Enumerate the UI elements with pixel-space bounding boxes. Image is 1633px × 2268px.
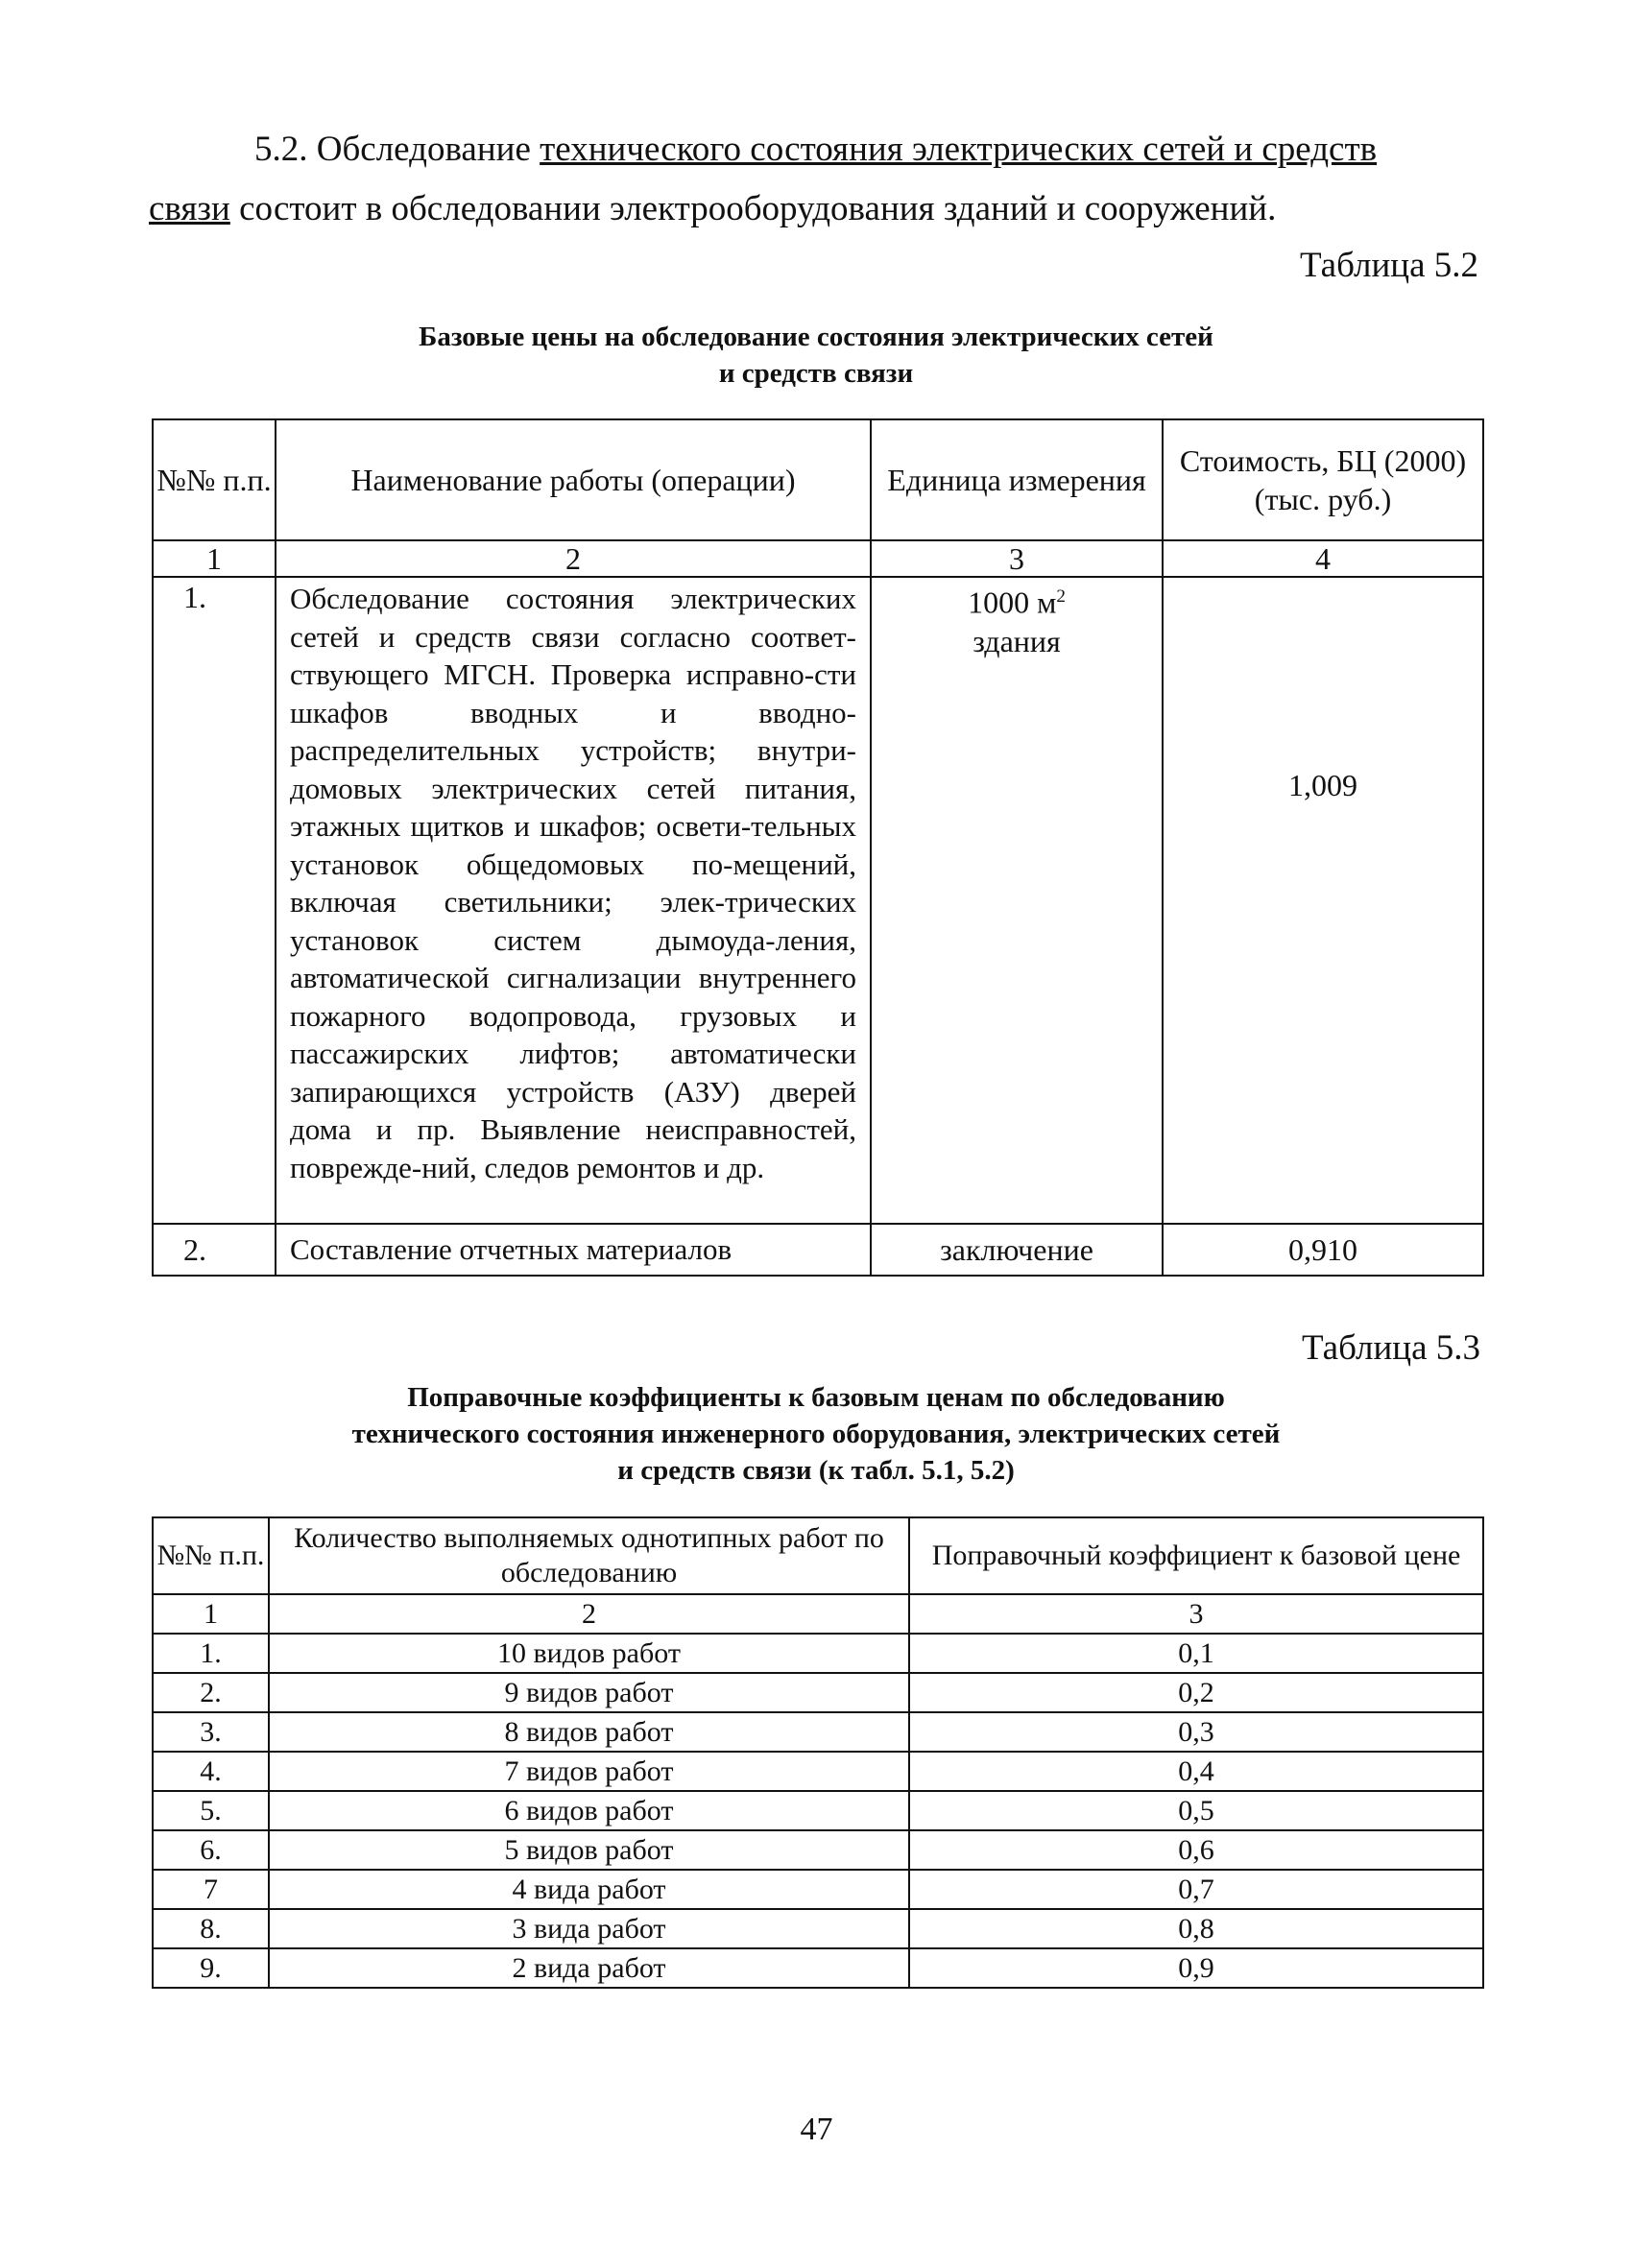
caption-line: Поправочные коэффициенты к базовым ценам по обследованию xyxy=(407,1382,1225,1413)
intro-text-end: состоит в обследовании электрооборудования зданий и сооружений. xyxy=(239,189,1277,228)
column-number: 1 xyxy=(153,1594,269,1634)
row-count: 4 вида работ xyxy=(269,1870,909,1909)
table-row xyxy=(153,1791,1483,1830)
row-coefficient: 0,3 xyxy=(909,1712,1483,1752)
row-number: 3. xyxy=(153,1712,269,1752)
row-unit: заключение xyxy=(871,1224,1163,1276)
header-cell-cost: Стоимость, БЦ (2000) (тыс. руб.) xyxy=(1163,419,1483,540)
row-number: 6. xyxy=(153,1830,269,1870)
table-header-row xyxy=(153,1517,1483,1594)
column-number-row xyxy=(153,1594,1483,1634)
header-cell-count: Количество выполняемых однотипных работ по обследованию xyxy=(269,1517,909,1594)
row-count: 9 видов работ xyxy=(269,1673,909,1712)
row-count: 6 видов работ xyxy=(269,1791,909,1830)
header-cell-coefficient: Поправочный коэффициент к базовой цене xyxy=(909,1517,1483,1594)
row-cost: 0,910 xyxy=(1163,1224,1483,1276)
row-coefficient: 0,8 xyxy=(909,1909,1483,1948)
header-cell-number: №№ п.п. xyxy=(153,419,276,540)
table-row xyxy=(153,1909,1483,1948)
column-number: 3 xyxy=(871,540,1163,577)
row-number: 4. xyxy=(153,1752,269,1791)
table-row xyxy=(153,577,1483,1224)
column-number: 3 xyxy=(909,1594,1483,1634)
row-number: 5. xyxy=(153,1791,269,1830)
row-count: 3 вида работ xyxy=(269,1909,909,1948)
table-5-3-caption xyxy=(154,1379,1478,1489)
column-number: 4 xyxy=(1163,540,1483,577)
row-coefficient: 0,1 xyxy=(909,1634,1483,1673)
row-count: 7 видов работ xyxy=(269,1752,909,1791)
header-cell-name: Наименование работы (операции) xyxy=(276,419,871,540)
row-count: 8 видов работ xyxy=(269,1712,909,1752)
row-work-name: Составление отчетных материалов xyxy=(276,1224,871,1276)
table-row xyxy=(153,1634,1483,1673)
header-cell-number: №№ п.п. xyxy=(153,1517,269,1594)
row-work-name: Обследование состояния электрических сетей и средств связи согласно соответ-ствующего МГСН. Проверка исправно-сти шкафов вводных и вводно-распределительных устройств; внутри-домовых электрических сетей питания, этажных щитков и шкафов; освети-тельных установок общедомовых по-мещений, включая светильники; элек-трических установок систем дымоуда-ления, автоматической сигнализации внутреннего пожарного водопровода, грузовых и пассажирских лифтов; автоматически запирающихся устройств (АЗУ) дверей дома и пр. Выявление неисправностей, поврежде-ний, следов ремонтов и др. xyxy=(276,577,871,1224)
caption-line: Базовые цены на обследование состояния электрических сетей xyxy=(419,322,1213,352)
table-5-3-label: Таблица 5.3 xyxy=(1302,1328,1480,1368)
intro-underlined-phrase: технического состояния электрических сетей и средств xyxy=(540,130,1378,169)
table-row xyxy=(153,1712,1483,1752)
column-number: 1 xyxy=(153,540,276,577)
row-count: 5 видов работ xyxy=(269,1830,909,1870)
caption-line: и средств связи xyxy=(718,358,914,389)
table-header-row xyxy=(153,419,1483,540)
intro-underlined-word: связи xyxy=(149,189,230,228)
section-number: 5.2. xyxy=(254,130,308,169)
caption-line: и средств связи (к табл. 5.1, 5.2) xyxy=(617,1455,1015,1486)
row-coefficient: 0,2 xyxy=(909,1673,1483,1712)
row-count: 2 вида работ xyxy=(269,1948,909,1988)
row-number: 1. xyxy=(153,1634,269,1673)
header-cell-unit: Единица измерения xyxy=(871,419,1163,540)
row-number: 2. xyxy=(153,1224,276,1276)
unit-value: 1000 м xyxy=(968,585,1057,620)
row-number: 8. xyxy=(153,1909,269,1948)
page-number: 47 xyxy=(800,2112,833,2147)
row-number: 1. xyxy=(153,577,276,1224)
row-coefficient: 0,4 xyxy=(909,1752,1483,1791)
table-5-2-label: Таблица 5.2 xyxy=(1300,246,1478,285)
row-coefficient: 0,7 xyxy=(909,1870,1483,1909)
table-5-2 xyxy=(152,418,1484,1277)
row-number: 7 xyxy=(153,1870,269,1909)
intro-paragraph xyxy=(149,120,1478,239)
column-number-row xyxy=(153,540,1483,577)
row-number: 9. xyxy=(153,1948,269,1988)
column-number: 2 xyxy=(269,1594,909,1634)
row-coefficient: 0,5 xyxy=(909,1791,1483,1830)
table-row xyxy=(153,1948,1483,1988)
row-coefficient: 0,6 xyxy=(909,1830,1483,1870)
unit-exponent: 2 xyxy=(1056,586,1066,607)
row-number: 2. xyxy=(153,1673,269,1712)
intro-text-start: Обследование xyxy=(316,130,531,169)
table-row xyxy=(153,1870,1483,1909)
table-5-3 xyxy=(152,1516,1484,1989)
table-row xyxy=(153,1752,1483,1791)
table-row xyxy=(153,1673,1483,1712)
row-coefficient: 0,9 xyxy=(909,1948,1483,1988)
table-row xyxy=(153,1830,1483,1870)
row-count: 10 видов работ xyxy=(269,1634,909,1673)
row-unit xyxy=(871,577,1163,1224)
unit-qualifier: здания xyxy=(973,623,1061,658)
table-5-2-caption xyxy=(154,319,1478,392)
caption-line: технического состояния инженерного оборудования, электрических сетей xyxy=(351,1419,1281,1449)
table-row xyxy=(153,1224,1483,1276)
row-cost: 1,009 xyxy=(1163,577,1483,1224)
column-number: 2 xyxy=(276,540,871,577)
intro-line-1 xyxy=(149,120,1478,179)
